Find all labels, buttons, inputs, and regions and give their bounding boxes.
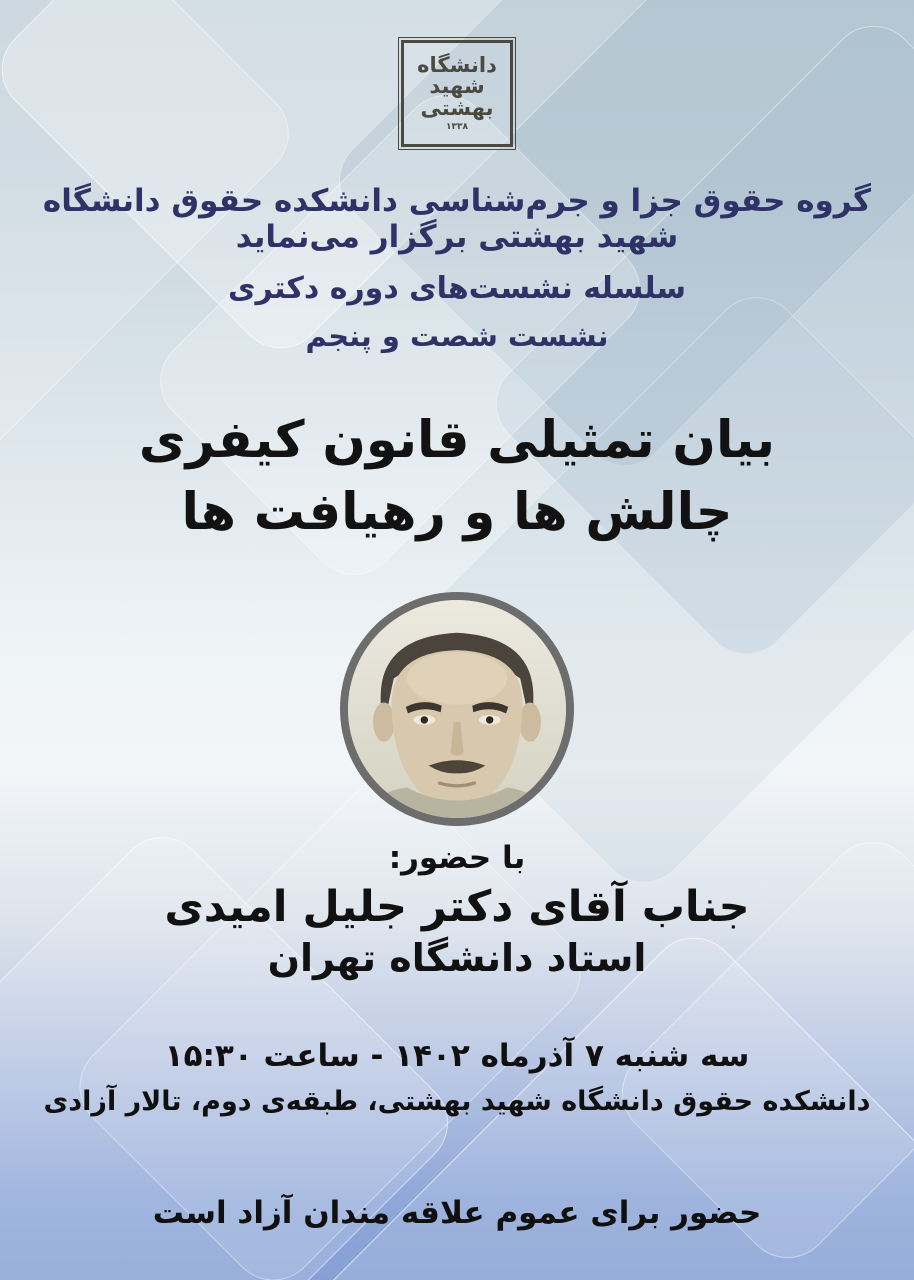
organizer-line: گروه حقوق جزا و جرم‌شناسی دانشکده حقوق دانشگاه شهید بهشتی برگزار می‌نماید xyxy=(42,183,872,255)
logo-word-3: بهشتی xyxy=(420,95,494,120)
university-logo xyxy=(401,40,513,147)
speaker-name: جناب آقای دکتر جلیل امیدی xyxy=(164,881,750,932)
speaker-portrait-illustration xyxy=(348,600,566,818)
logo-word-1: دانشگاه xyxy=(417,52,497,77)
session-number-line: نشست شصت و پنجم xyxy=(305,319,609,353)
logo-word-2: شهید xyxy=(429,74,485,99)
logo-founding-year: ۱۳۳۸ xyxy=(446,122,468,133)
speaker-intro-label: با حضور: xyxy=(388,839,526,876)
open-attendance-note: حضور برای عموم علاقه مندان آزاد است xyxy=(152,1194,762,1231)
event-datetime: سه شنبه ۷ آذرماه ۱۴۰۲ - ساعت ۱۵:۳۰ xyxy=(164,1037,750,1074)
event-location: دانشکده حقوق دانشگاه شهید بهشتی، طبقه‌ی دوم، تالار آزادی xyxy=(43,1085,871,1117)
series-line: سلسله نشست‌های دوره دکتری xyxy=(228,271,686,306)
event-title xyxy=(139,405,775,550)
event-title-line-1: بیان تمثیلی قانون کیفری xyxy=(138,411,776,470)
event-title-line-2: چالش ها و رهیافت ها xyxy=(181,483,733,543)
speaker-affiliation: استاد دانشگاه تهران xyxy=(267,935,647,980)
speaker-photo xyxy=(340,592,574,826)
